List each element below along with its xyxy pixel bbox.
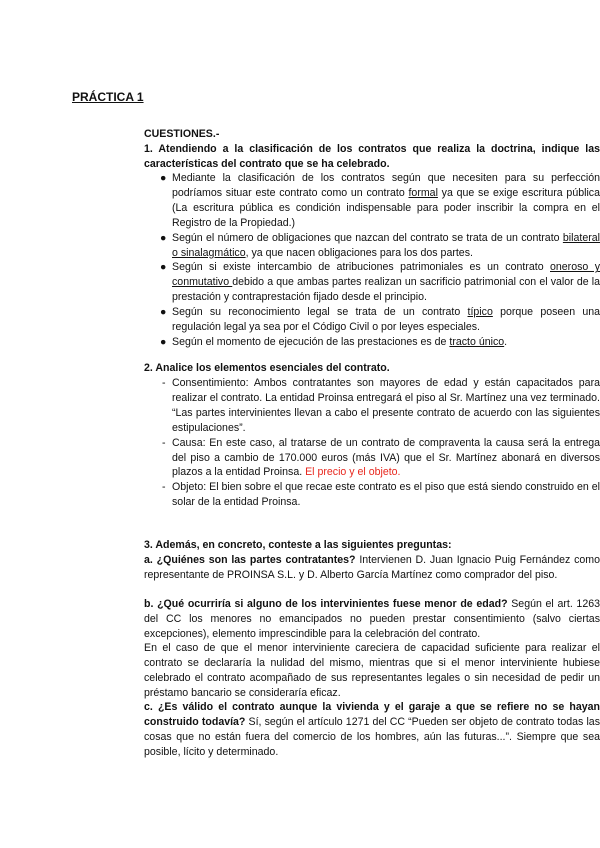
question-1-bullets <box>144 171 600 350</box>
page-title: PRÁCTICA 1 <box>72 90 144 104</box>
bullet-text: debido a que ambas partes realizan un sacrificio patrimonial con el valor de la prestación y contraprestación fijado desde el principio. <box>172 276 600 304</box>
item-text: Consentimiento: Ambos contratantes son mayores de edad y están capacitados para realizar el contrato. La entidad Proinsa entregará el piso al Sr. Martínez una vez terminado. “Las partes intervinientes llevan a cabo el presente contrato de acuerdo con las siguientes estipulaciones”. <box>172 377 600 434</box>
list-item <box>144 231 600 261</box>
list-item <box>144 335 600 350</box>
question-3c <box>144 700 600 760</box>
bullet-text: ya que se exige escritura pública (La escritura pública es condición indispensable para poder inscribir la compra en el Registro de la Propiedad.) <box>172 186 600 229</box>
question-3-heading: 3. Además, en concreto, conteste a las siguientes preguntas: <box>144 539 452 551</box>
dash-marker: - <box>162 481 166 494</box>
dash-marker: - <box>162 377 166 389</box>
bullet-icon: ● <box>160 261 167 274</box>
sub-question: b. ¿Qué ocurriría si alguno de los intervinientes fuese menor de edad? <box>144 598 508 610</box>
bullet-text: Según el momento de ejecución de las prestaciones es de <box>172 335 450 348</box>
list-item <box>144 376 600 436</box>
question-1-heading: 1. Atendiendo a la clasificación de los contratos que realiza la doctrina, indique las características del contrato que se ha celebrado. <box>144 143 600 170</box>
cuestiones-heading: CUESTIONES.- <box>144 128 220 140</box>
underlined-term: tracto único <box>449 335 505 348</box>
answer-text: Sí, según el artículo 1271 del CC “Pueden ser objeto de contrato todas las cosas que no están fuera del comercio de los hombres, aún las futuras...”. Siempre que sea posible, lícito y determinado. <box>144 715 600 758</box>
list-item <box>144 436 600 481</box>
bullet-icon: ● <box>160 335 167 348</box>
list-item <box>144 260 600 305</box>
sub-question: a. ¿Quiénes son las partes contratantes? <box>144 554 356 566</box>
question-3b-paragraph: En el caso de que el menor interviniente careciera de capacidad suficiente para realizar el contrato se declararía la nulidad del mismo, mientras que si el menor interviniente hubiese celebrado el contrato acompañado de sus representantes legales o sin necesidad de pedir un préstamo bancario se consideraría eficaz. <box>144 642 600 699</box>
underlined-term: típico <box>467 306 493 319</box>
bullet-icon: ● <box>160 231 167 244</box>
bullet-text: Según su reconocimiento legal se trata de un contrato <box>172 306 468 319</box>
underlined-term: oneroso y conmutativo <box>172 261 600 289</box>
answer-text: Intervienen D. Juan Ignacio Puig Fernández como representante de PROINSA S.L. y D. Alberto García Martínez como comprador del piso. <box>144 554 600 581</box>
dash-marker: - <box>162 436 166 449</box>
question-2-heading: 2. Analice los elementos esenciales del contrato. <box>144 362 390 374</box>
list-item <box>144 480 600 510</box>
bullet-text: , ya que nacen obligaciones para los dos partes. <box>245 246 473 259</box>
underlined-term: bilateral o sinalagmático <box>172 231 600 259</box>
list-item <box>144 305 600 335</box>
bullet-text: . <box>504 335 508 348</box>
red-annotation: El precio y el objeto. <box>305 466 401 479</box>
question-3a <box>144 553 600 583</box>
question-2-list <box>144 376 600 510</box>
sub-question: c. ¿Es válido el contrato aunque la vivienda y el garaje a que se refiere no se hayan construido todavía? <box>144 701 600 728</box>
bullet-icon: ● <box>160 172 167 184</box>
bullet-text: Mediante la clasificación de los contratos según que necesiten para su perfección podríamos situar este contrato como un contrato <box>172 172 600 199</box>
question-3b <box>144 597 600 642</box>
item-text: Objeto: El bien sobre el que recae este contrato es el piso que está siendo construido en el solar de la entidad Proinsa. <box>172 481 600 509</box>
item-text: Causa: En este caso, al tratarse de un contrato de compraventa la causa será la entrega del piso a cambio de 170.000 euros (más IVA) que el Sr. Martínez abonará en diversos plazos a la entidad Proinsa. <box>172 436 600 479</box>
underlined-term: formal <box>408 186 438 199</box>
answer-text: Según el art. 1263 del CC los menores no emancipados no pueden prestar consentimiento (salvo ciertas excepciones), elemento imprescindible para la celebración del contrato. <box>144 598 600 640</box>
bullet-icon: ● <box>160 306 167 319</box>
bullet-text: porque poseen una regulación legal ya sea por el Código Civil o por leyes especiales. <box>172 306 600 334</box>
list-item <box>144 171 600 231</box>
bullet-text: Según si existe intercambio de atribuciones patrimoniales es un contrato <box>172 261 550 274</box>
bullet-text: Según el número de obligaciones que nazcan del contrato se trata de un contrato <box>172 231 563 244</box>
